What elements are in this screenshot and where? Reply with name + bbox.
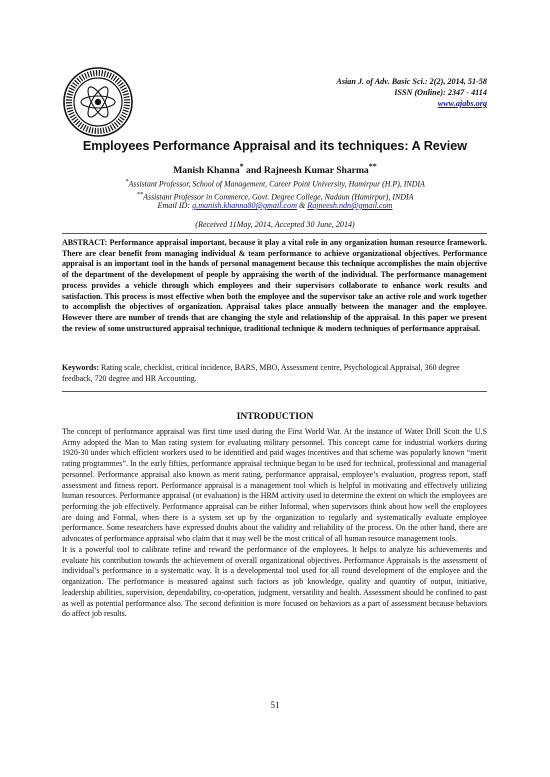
page-number: 51	[270, 700, 280, 710]
introduction-heading: INTRODUCTION	[236, 411, 314, 422]
author-1: Manish Khanna	[173, 165, 240, 177]
email-separator: &	[296, 201, 308, 210]
affiliation-2-text: Assistant Professor in Commerce, Govt. Degree College, Nadaun (Hamirpur), INDIA	[143, 192, 414, 202]
affiliation-1	[40, 177, 510, 190]
keywords-text: Rating scale, checklist, critical incidence, BARS, MBO, Assessment centre, Psychological Appraisal, 360 degree feedback, 720 degree and HR Accounting.	[62, 363, 460, 383]
intro-paragraph-1: The concept of performance appraisal was first time used during the First World War. At the instance of Water Drill Scott the U.S Army adopted the Man to Man rating system for evaluating military personnel. This concept came for industrial workers during 1920-30 under which efficient workers used to be identified and paid wages incentives and that scheme was popularly known “merit rating programmes”. In the early fifties, performance appraisal technique began to be used for technical, professional and managerial personnel. Performance appraisal also known as merit rating, performance appraisal, employee’s evaluation, progress report, staff assessment and fitness report. Performance appraisal is a management tool which is helpful in motivating and effectively utilizing human resources. Performance appraisal (or evaluation) is the HRM activity used to determine the extent on which the employees are performing the job effectively. Performance appraisal can be either Informal, when supervisors think about how well the employees are doing and Formal, when there is a system set up by the organization to regularly and systematically evaluate employee performance. Some researchers have expressed doubts about the validity and reliability of the process. On the other hand, there are advocates of performance appraisal who claim that it may well be the most critical of all human resource management tools.	[62, 427, 487, 544]
affiliation-2-mark: **	[136, 190, 144, 198]
received-dates: (Received 11May, 2014, Accepted 30 June, 2014)	[195, 220, 355, 229]
keywords-label: Keywords:	[62, 363, 100, 372]
author-1-mark: *	[239, 162, 244, 171]
email-link-1[interactable]: g.manish.khanna80@gmail.com	[192, 201, 297, 210]
email-label: Email ID:	[157, 201, 193, 210]
keywords	[62, 363, 487, 384]
rule-bottom	[62, 391, 487, 392]
paper-title: Employees Performance Appraisal and its techniques: A Review	[82, 139, 468, 153]
journal-url-link[interactable]: www.ajabs.org	[437, 99, 487, 108]
author-line	[40, 162, 510, 176]
email-line	[40, 201, 510, 210]
introduction-body	[62, 427, 487, 620]
author-conjunction: and	[243, 165, 264, 177]
abstract-label: ABSTRACT:	[62, 238, 108, 247]
author-2-mark: **	[368, 162, 377, 171]
affiliations	[40, 177, 510, 202]
abstract	[62, 238, 487, 334]
email-link-2[interactable]: Rajneesh.ndn@gmail.com	[307, 201, 393, 210]
affiliation-1-text: Assistant Professor, School of Management, Career Point University, Hamirpur (H.P), INDIA	[128, 179, 425, 189]
journal-citation: Asian J. of Adv. Basic Sci.: 2(2), 2014, 51-58	[336, 77, 487, 86]
abstract-text: Performance appraisal important, because it play a vital role in any organization human resource framework. There are clear benefit from managing individual & team performance to achieve organizational objectives. Performance appraisal is an important tool in the hands of personal management because this technique accomplishes the main objective of the department of the development of people by appraising the worth of the individual. The performance management process provides a vehicle through which employees and their supervisors collaborate to enhance work results and satisfaction. This process is most effective when both the employee and the supervisor take an active role and work together to accomplish the objectives of organization. Appraisal takes place annually between the manager and the employee. However there are number of trends that are changing the style and relationship of the appraisal. In this paper we present the review of some unstructured appraisal technique, traditional technique & modern techniques of performance appraisal.	[62, 238, 487, 333]
rule-top	[62, 233, 487, 234]
affiliation-1-mark: *	[125, 178, 129, 185]
journal-seal-logo	[62, 66, 134, 138]
intro-paragraph-2: It is a powerful tool to calibrate refine and reward the performance of the employees. It helps to analyze his achievements and evaluate his contribution towards the achievement of overall organizational objectives. Performance Appraisals is the assessment of individual’s performance in a systematic way. It is a developmental tool used for all round development of the employee and the organization. The performance is measured against such factors as job knowledge, quality and quantity of output, initiative, leadership abilities, supervision, dependability, co-operation, judgment, versatility and health. Assessment should be confined to past as well as potential performance also. The second definition is more focused on behaviors as a part of assessment because behaviors do affect job results.	[62, 544, 487, 619]
journal-issn: ISSN (Online): 2347 - 4114	[394, 88, 487, 97]
journal-info	[336, 76, 487, 109]
author-2: Rajneesh Kumar Sharma	[263, 165, 369, 177]
